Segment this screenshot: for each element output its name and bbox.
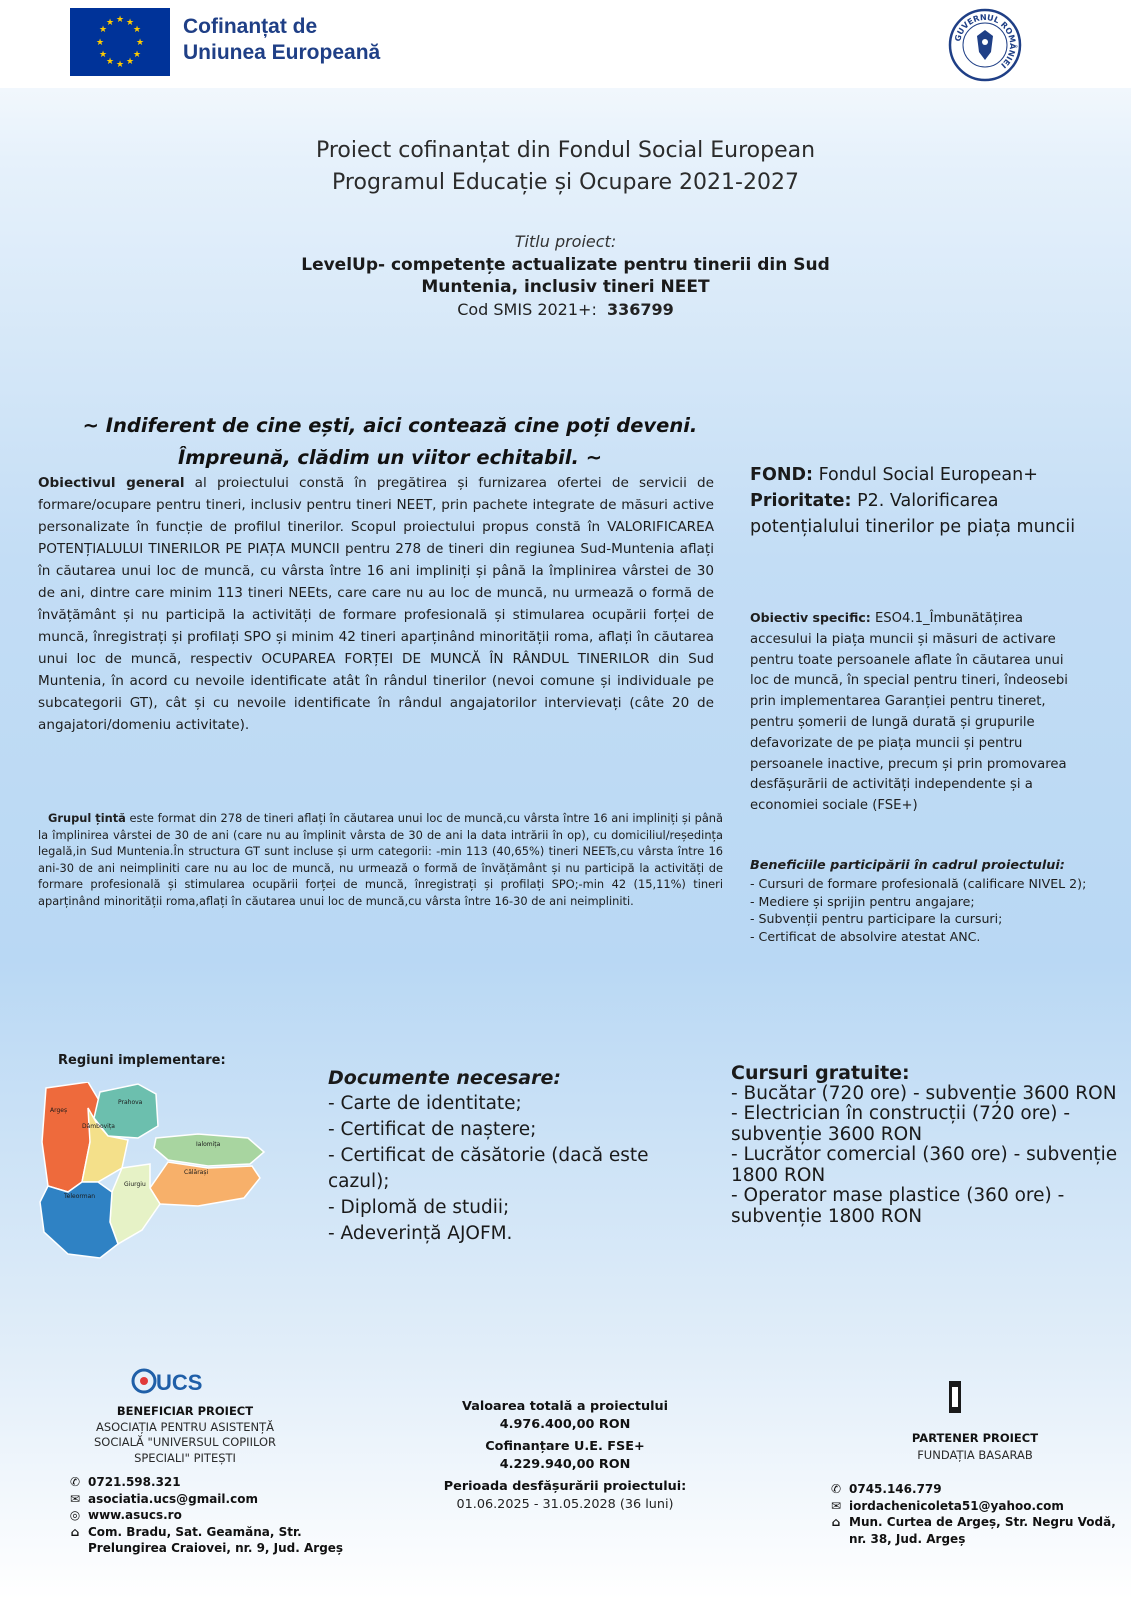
header-bar <box>0 0 1131 88</box>
partner-logo <box>944 1379 966 1415</box>
globe-icon: ◎ <box>69 1508 81 1522</box>
phone-icon: ✆ <box>69 1475 81 1489</box>
list-item: - Electrician în construcții (720 ore) - subvenție 3600 RON <box>731 1103 1071 1145</box>
benefits-title: Beneficiile participării în cadrul proiectului: <box>750 858 1065 873</box>
list-item: - Cursuri de formare profesională (calificare NIVEL 2); <box>750 875 1087 891</box>
project-title-label: Titlu proiect: <box>514 232 617 251</box>
svg-text:★: ★ <box>125 57 135 67</box>
svg-text:★: ★ <box>105 57 115 67</box>
program-title: Proiect cofinanțat din Fondul Social European Programul Educație și Ocupare 2021-2027 <box>315 138 816 195</box>
target-group-text: Grupul țintă este format din 278 de tineri aflați în căutarea unui loc de muncă,cu vârsta între 16 ani impliniți și până la împlinirea vârstei de 30 de ani (care nu au împlinit vârsta de 30 de ani la data intrării în op), cu domiciliul/reședința legală,in Sud Muntenia.În structura GT sunt incluse și urm categorii: -min 113 (40,65%) tineri NEETs,cu vârsta între 16 ani-30 de ani neimpliniti care nu au loc de muncă, nu urmează o formă de învățământ și nu participă la activități de formare profesională și stimularea ocupării forței de muncă, înregistrați și profilați SPO;-min 42 (15,11%) tineri aparținând minorității roma,aflați în căutarea unui loc de muncă,cu vârsta între 16-30 de ani neimpliniti. <box>38 811 723 908</box>
beneficiary-block: BENEFICIAR PROIECT ASOCIAȚIA PENTRU ASISTENȚĂ SOCIALĂ "UNIVERSUL COPIILOR SPECIALI" PITEȘTI <box>93 1404 276 1465</box>
list-item: - Lucrător comercial (360 ore) - subvenție 1800 RON <box>731 1144 1118 1186</box>
project-value: Valoarea totală a proiectului 4.976.400,00 RON Cofinanțare U.E. FSE+ 4.229.940,00 RON Perioada desfășurării proiectului: 01.06.2025 - 31.05.2028 (36 luni) <box>443 1399 687 1512</box>
county-label: Dâmbovița <box>82 1123 115 1130</box>
svg-text:GUVERNUL ROMÂNIEI: GUVERNUL ROMÂNIEI <box>953 12 1018 70</box>
list-item: - Certificat de căsătorie (dacă este cazul); <box>328 1145 649 1192</box>
web-link[interactable]: www.asucs.ro <box>88 1508 182 1522</box>
county-label: Ialomița <box>196 1141 221 1148</box>
benefits-list <box>750 857 1125 946</box>
fund-priority: FOND: Fondul Social European+ Prioritate: P2. Valorificarea potențialului tinerilor pe piața muncii <box>750 465 1076 537</box>
courses-title: Cursuri gratuite: <box>731 1062 910 1084</box>
email-link[interactable]: asociatia.ucs@gmail.com <box>88 1491 258 1506</box>
general-objective-text: Obiectivul general al proiectului constă în pregătirea și furnizarea ofertei de servicii de formare/ocupare pentru tineri, inclusiv pentru tineri NEET, prin pachete integrate de măsuri active personalizate în funcție de profilul tinerilor. Scopul proiectului propus constă în VALORIFICAREA POTENȚIALULUI TINERILOR PE PIAȚA MUNCII pentru 278 de tineri din regiunea Sud-Muntenia aflați în căutarea unui loc de muncă, cu vârsta între 16 ani impliniți și până la împlinirea vârstei de 30 de ani, dintre care minim 113 tineri NEEts, care care nu au loc de muncă, nu urmează o formă de învățământ și nu participă la activități de formare profesională și stimularea ocupării forței de muncă, înregistrați și profilați SPO și minim 42 tineri aparținând minorității roma, aflați în căutarea unui loc de muncă, respectiv OCUPAREA FORȚEI DE MUNCĂ ÎN RÂNDUL TINERILOR din Sud Muntenia, în acord cu nevoile identificate atât în rândul tinerilor (nevoi comune și individuale pe subcategorii GT), cât și cu nevoile identificate în rândul angajatorilor intervievați (câte 20 de angajatori/domeniu activitate). <box>38 475 714 733</box>
eu-cofinancing-label: Cofinanțat de Uniunea Europeană <box>183 15 381 64</box>
svg-text:UCS: UCS <box>156 1370 203 1395</box>
list-item: - Carte de identitate; <box>328 1093 522 1114</box>
ucs-logo <box>130 1365 212 1397</box>
county-label: Teleorman <box>64 1193 96 1200</box>
required-documents <box>328 1065 698 1247</box>
svg-text:★: ★ <box>95 38 105 48</box>
svg-text:★: ★ <box>132 50 142 60</box>
beneficiary-contact <box>68 1474 368 1557</box>
list-item: - Adeverință AJOFM. <box>328 1223 513 1244</box>
regions-map <box>38 1082 283 1260</box>
phone-icon: ✆ <box>830 1482 842 1496</box>
county-giurgiu <box>110 1164 160 1244</box>
phone-link[interactable]: 0721.598.321 <box>88 1475 181 1489</box>
svg-text:★: ★ <box>125 18 135 28</box>
project-code: Cod SMIS 2021+: 336799 <box>457 300 674 319</box>
list-item: - Diplomă de studii; <box>328 1197 510 1218</box>
list-item: - Subvenții pentru participare la cursuri; <box>750 911 1003 927</box>
phone-link[interactable]: 0745.146.779 <box>849 1482 942 1496</box>
home-icon: ⌂ <box>831 1515 841 1529</box>
motto: ~ Indiferent de cine ești, aici contează cine poți deveni. Împreună, clădim un viitor echitabil. ~ <box>82 414 698 469</box>
gov-seal-icon <box>948 8 1022 82</box>
regions-title: Regiuni implementare: <box>58 1053 226 1068</box>
list-item: - Certificat de naștere; <box>328 1119 537 1140</box>
email-icon: ✉ <box>830 1498 842 1513</box>
email-link[interactable]: iordachenicoleta51@yahoo.com <box>849 1498 1064 1513</box>
list-item: - Certificat de absolvire atestat ANC. <box>750 929 981 945</box>
free-courses <box>731 1063 1121 1227</box>
home-icon: ⌂ <box>70 1524 80 1539</box>
address: Mun. Curtea de Argeș, Str. Negru Vodă, nr. 38, Jud. Argeș <box>849 1515 1116 1546</box>
list-item: - Bucătar (720 ore) - subvenție 3600 RON <box>731 1082 1117 1104</box>
svg-text:★: ★ <box>135 38 145 48</box>
county-label: Giurgiu <box>124 1181 146 1188</box>
specific-objective: Obiectiv specific: ESO4.1_Îmbunătățirea accesului la piața muncii și măsuri de activare pentru toate persoanele aflate în căutarea unui loc de muncă, în special pentru tineri, îndeosebi prin implementarea Garanției pentru tineret, pentru șomerii de lungă durată și grupurile defavorizate de pe piața muncii și pentru persoanele inactive, precum și prin promovarea desfășurării de activități independente și a economiei sociale (FSE+) <box>750 610 1068 814</box>
svg-text:★: ★ <box>115 60 125 70</box>
svg-text:★: ★ <box>98 25 108 35</box>
project-name: LevelUp- competențe actualizate pentru tinerii din Sud Muntenia, inclusiv tineri NEET <box>301 255 830 297</box>
county-ialomita <box>154 1134 264 1166</box>
documents-title: Documente necesare: <box>328 1067 561 1089</box>
county-label: Prahova <box>118 1099 143 1106</box>
list-item: - Operator mase plastice (360 ore) - subvenție 1800 RON <box>731 1185 1065 1227</box>
partner-block: PARTENER PROIECT FUNDAȚIA BASARAB <box>911 1431 1039 1462</box>
svg-text:★: ★ <box>98 50 108 60</box>
eu-flag-icon <box>70 8 170 76</box>
county-label: Călărași <box>184 1169 209 1176</box>
partner-contact <box>829 1481 1119 1547</box>
svg-text:★: ★ <box>115 15 125 25</box>
address: Com. Bradu, Sat. Geamăna, Str. Prelungirea Craiovei, nr. 9, Jud. Argeș <box>88 1524 344 1555</box>
list-item: - Mediere și sprijin pentru angajare; <box>750 893 975 909</box>
county-label: Argeș <box>50 1107 68 1114</box>
email-icon: ✉ <box>69 1491 81 1506</box>
svg-text:★: ★ <box>105 18 115 28</box>
svg-text:★: ★ <box>132 25 142 35</box>
